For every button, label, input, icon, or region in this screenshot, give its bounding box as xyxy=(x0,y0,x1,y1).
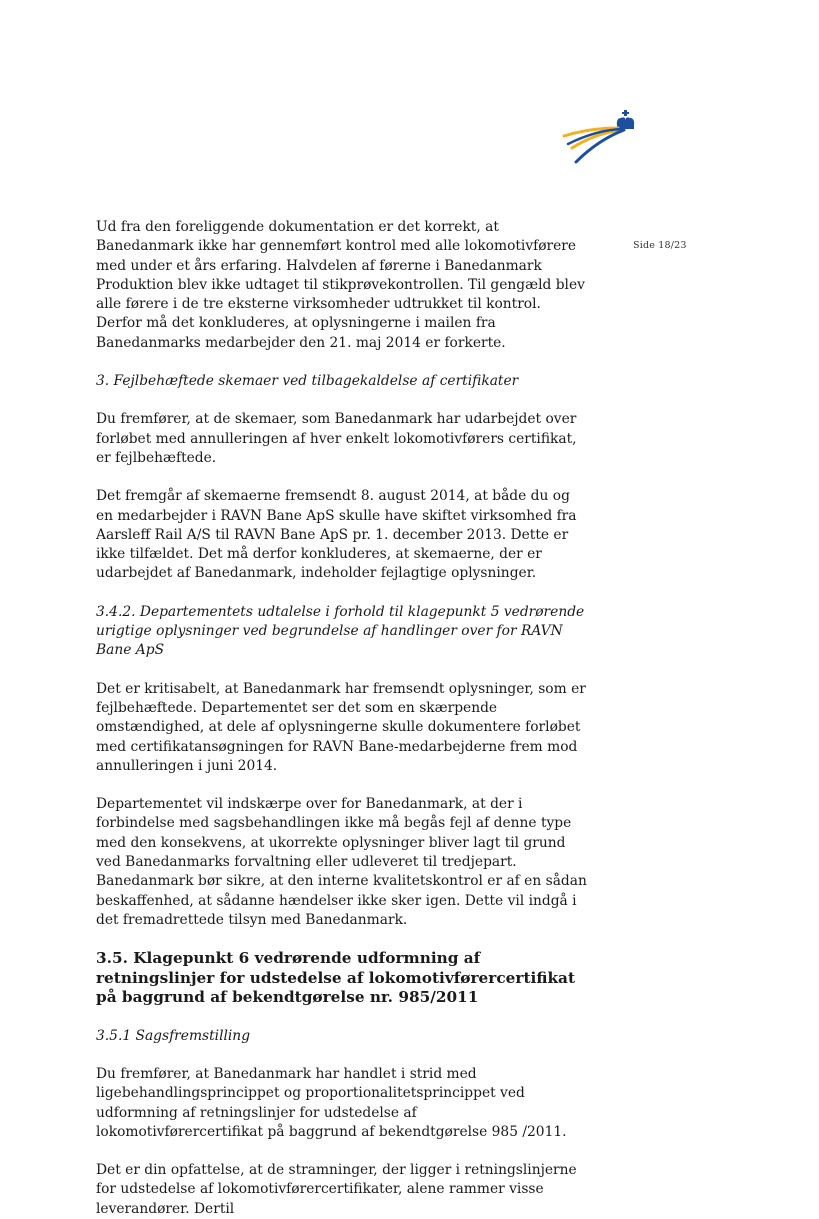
rail-lines-icon xyxy=(564,128,624,162)
section-heading-3: 3. Fejlbehæftede skemaer ved tilbagekaldelse af certifikater xyxy=(96,373,519,390)
crown-icon xyxy=(617,110,634,129)
page-number: Side 18/23 xyxy=(633,240,687,251)
document-body xyxy=(96,218,588,1219)
paragraph-skemaer-findings: Det fremgår af skemaerne fremsendt 8. august 2014, at både du og en medarbejder i RAVN Bane ApS skulle have skiftet virksomhed fra Aarsleff Rail A/S til RAVN Bane ApS pr. 1. december 2013. Dette er ikke tilfældet. Det må derfor konkluderes, at skemaerne, der er udarbejdet af Banedanmark, indeholder fejlagtige oplysninger. xyxy=(96,488,577,582)
paragraph-stramninger: Det er din opfattelse, at de stramninger, der ligger i retningslinjerne for udstedelse af lokomotivførercertifikater, alene rammer visse leverandører. Dertil xyxy=(96,1162,577,1217)
section-heading-3-5: 3.5. Klagepunkt 6 vedrørende udformning af retningslinjer for udstedelse af lokomotivførercertifikat på baggrund af bekendtgørelse nr. 985/2011 xyxy=(96,949,576,1007)
paragraph-kritisabelt: Det er kritisabelt, at Banedanmark har fremsendt oplysninger, som er fejlbehæftede. Departementet ser det som en skærpende omstændighed, at dele af oplysningerne skulle dokumentere forløbet med certifikatansøgningen for RAVN Bane-medarbejderne frem mod annulleringen i juni 2014. xyxy=(96,680,586,774)
paragraph-skemaer-claim: Du fremfører, at de skemaer, som Banedanmark har udarbejdet over forløbet med annulleringen af hver enkelt lokomotivførers certifikat, er fejlbehæftede. xyxy=(96,411,577,466)
paragraph-ligebehandling: Du fremfører, at Banedanmark har handlet i strid med ligebehandlingsprincippet og proportionalitetsprincippet ved udformning af retningslinjer for udstedelse af lokomotivførercertifikat på baggrund af bekendtgørelse 985 /2011. xyxy=(96,1066,567,1140)
paragraph-conclusion-control: Ud fra den foreliggende dokumentation er det korrekt, at Banedanmark ikke har gennemført kontrol med alle lokomotivførere med under et års erfaring. Halvdelen af førerne i Banedanmark Produktion blev ikke udtaget til stikprøvekontrollen. Til gengæld blev alle førere i de tre eksterne virksomheder udtrukket til kontrol. Derfor må det konkluderes, at oplysningerne i mailen fra Banedanmarks medarbejder den 21. maj 2014 er forkerte. xyxy=(96,219,585,351)
section-heading-3-4-2: 3.4.2. Departementets udtalelse i forhold til klagepunkt 5 vedrørende urigtige oplysninger ved begrundelse af handlinger over for RAVN Bane ApS xyxy=(96,603,585,659)
banedanmark-logo xyxy=(560,108,644,168)
paragraph-indskaerpe: Departementet vil indskærpe over for Banedanmark, at der i forbindelse med sagsbehandlingen ikke må begås fejl af denne type med den konsekvens, at ukorrekte oplysninger bliver lagt til grund ved Banedanmarks forvaltning eller udleveret til tredjepart. Banedanmark bør sikre, at den interne kvalitetskontrol er af en sådan beskaffenhed, at sådanne hændelser ikke sker igen. Dette vil indgå i det fremadrettede tilsyn med Banedanmark. xyxy=(96,796,587,928)
section-heading-3-5-1: 3.5.1 Sagsfremstilling xyxy=(96,1027,251,1044)
